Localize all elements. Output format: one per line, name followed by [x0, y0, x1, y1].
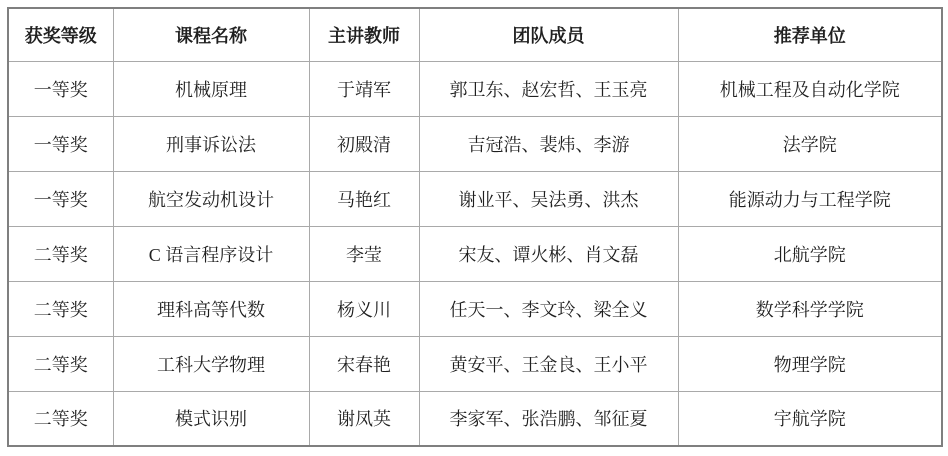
- teacher-cell: 谢凤英: [309, 391, 419, 446]
- award-cell: 二等奖: [8, 336, 113, 391]
- teacher-cell: 于靖军: [309, 61, 419, 116]
- teacher-cell: 宋春艳: [309, 336, 419, 391]
- award-cell: 二等奖: [8, 391, 113, 446]
- team-cell: 郭卫东、赵宏哲、王玉亮: [419, 61, 678, 116]
- course-cell: 模式识别: [113, 391, 309, 446]
- header-team-members: 团队成员: [419, 8, 678, 61]
- header-recommending-unit: 推荐单位: [678, 8, 942, 61]
- course-cell: 机械原理: [113, 61, 309, 116]
- teacher-cell: 初殿清: [309, 116, 419, 171]
- header-award-level: 获奖等级: [8, 8, 113, 61]
- team-cell: 吉冠浩、裴炜、李游: [419, 116, 678, 171]
- teacher-cell: 马艳红: [309, 171, 419, 226]
- unit-cell: 机械工程及自动化学院: [678, 61, 942, 116]
- teacher-cell: 杨义川: [309, 281, 419, 336]
- course-cell: C 语言程序设计: [113, 226, 309, 281]
- header-course-name: 课程名称: [113, 8, 309, 61]
- team-cell: 李家军、张浩鹏、邹征夏: [419, 391, 678, 446]
- team-cell: 谢业平、吴法勇、洪杰: [419, 171, 678, 226]
- teacher-cell: 李莹: [309, 226, 419, 281]
- course-cell: 航空发动机设计: [113, 171, 309, 226]
- award-cell: 一等奖: [8, 61, 113, 116]
- unit-cell: 宇航学院: [678, 391, 942, 446]
- award-cell: 二等奖: [8, 226, 113, 281]
- header-row: [8, 8, 942, 61]
- team-cell: 任天一、李文玲、梁全义: [419, 281, 678, 336]
- table-row: [8, 171, 942, 226]
- unit-cell: 法学院: [678, 116, 942, 171]
- award-cell: 二等奖: [8, 281, 113, 336]
- table-row: [8, 61, 942, 116]
- award-cell: 一等奖: [8, 116, 113, 171]
- unit-cell: 能源动力与工程学院: [678, 171, 942, 226]
- header-lead-teacher: 主讲教师: [309, 8, 419, 61]
- team-cell: 黄安平、王金良、王小平: [419, 336, 678, 391]
- course-cell: 理科高等代数: [113, 281, 309, 336]
- unit-cell: 北航学院: [678, 226, 942, 281]
- team-cell: 宋友、谭火彬、肖文磊: [419, 226, 678, 281]
- table-row: [8, 391, 942, 446]
- table-row: [8, 116, 942, 171]
- table-row: [8, 281, 942, 336]
- unit-cell: 数学科学学院: [678, 281, 942, 336]
- unit-cell: 物理学院: [678, 336, 942, 391]
- award-cell: 一等奖: [8, 171, 113, 226]
- course-cell: 刑事诉讼法: [113, 116, 309, 171]
- award-course-table: [7, 7, 943, 447]
- table-row: [8, 336, 942, 391]
- course-cell: 工科大学物理: [113, 336, 309, 391]
- table-row: [8, 226, 942, 281]
